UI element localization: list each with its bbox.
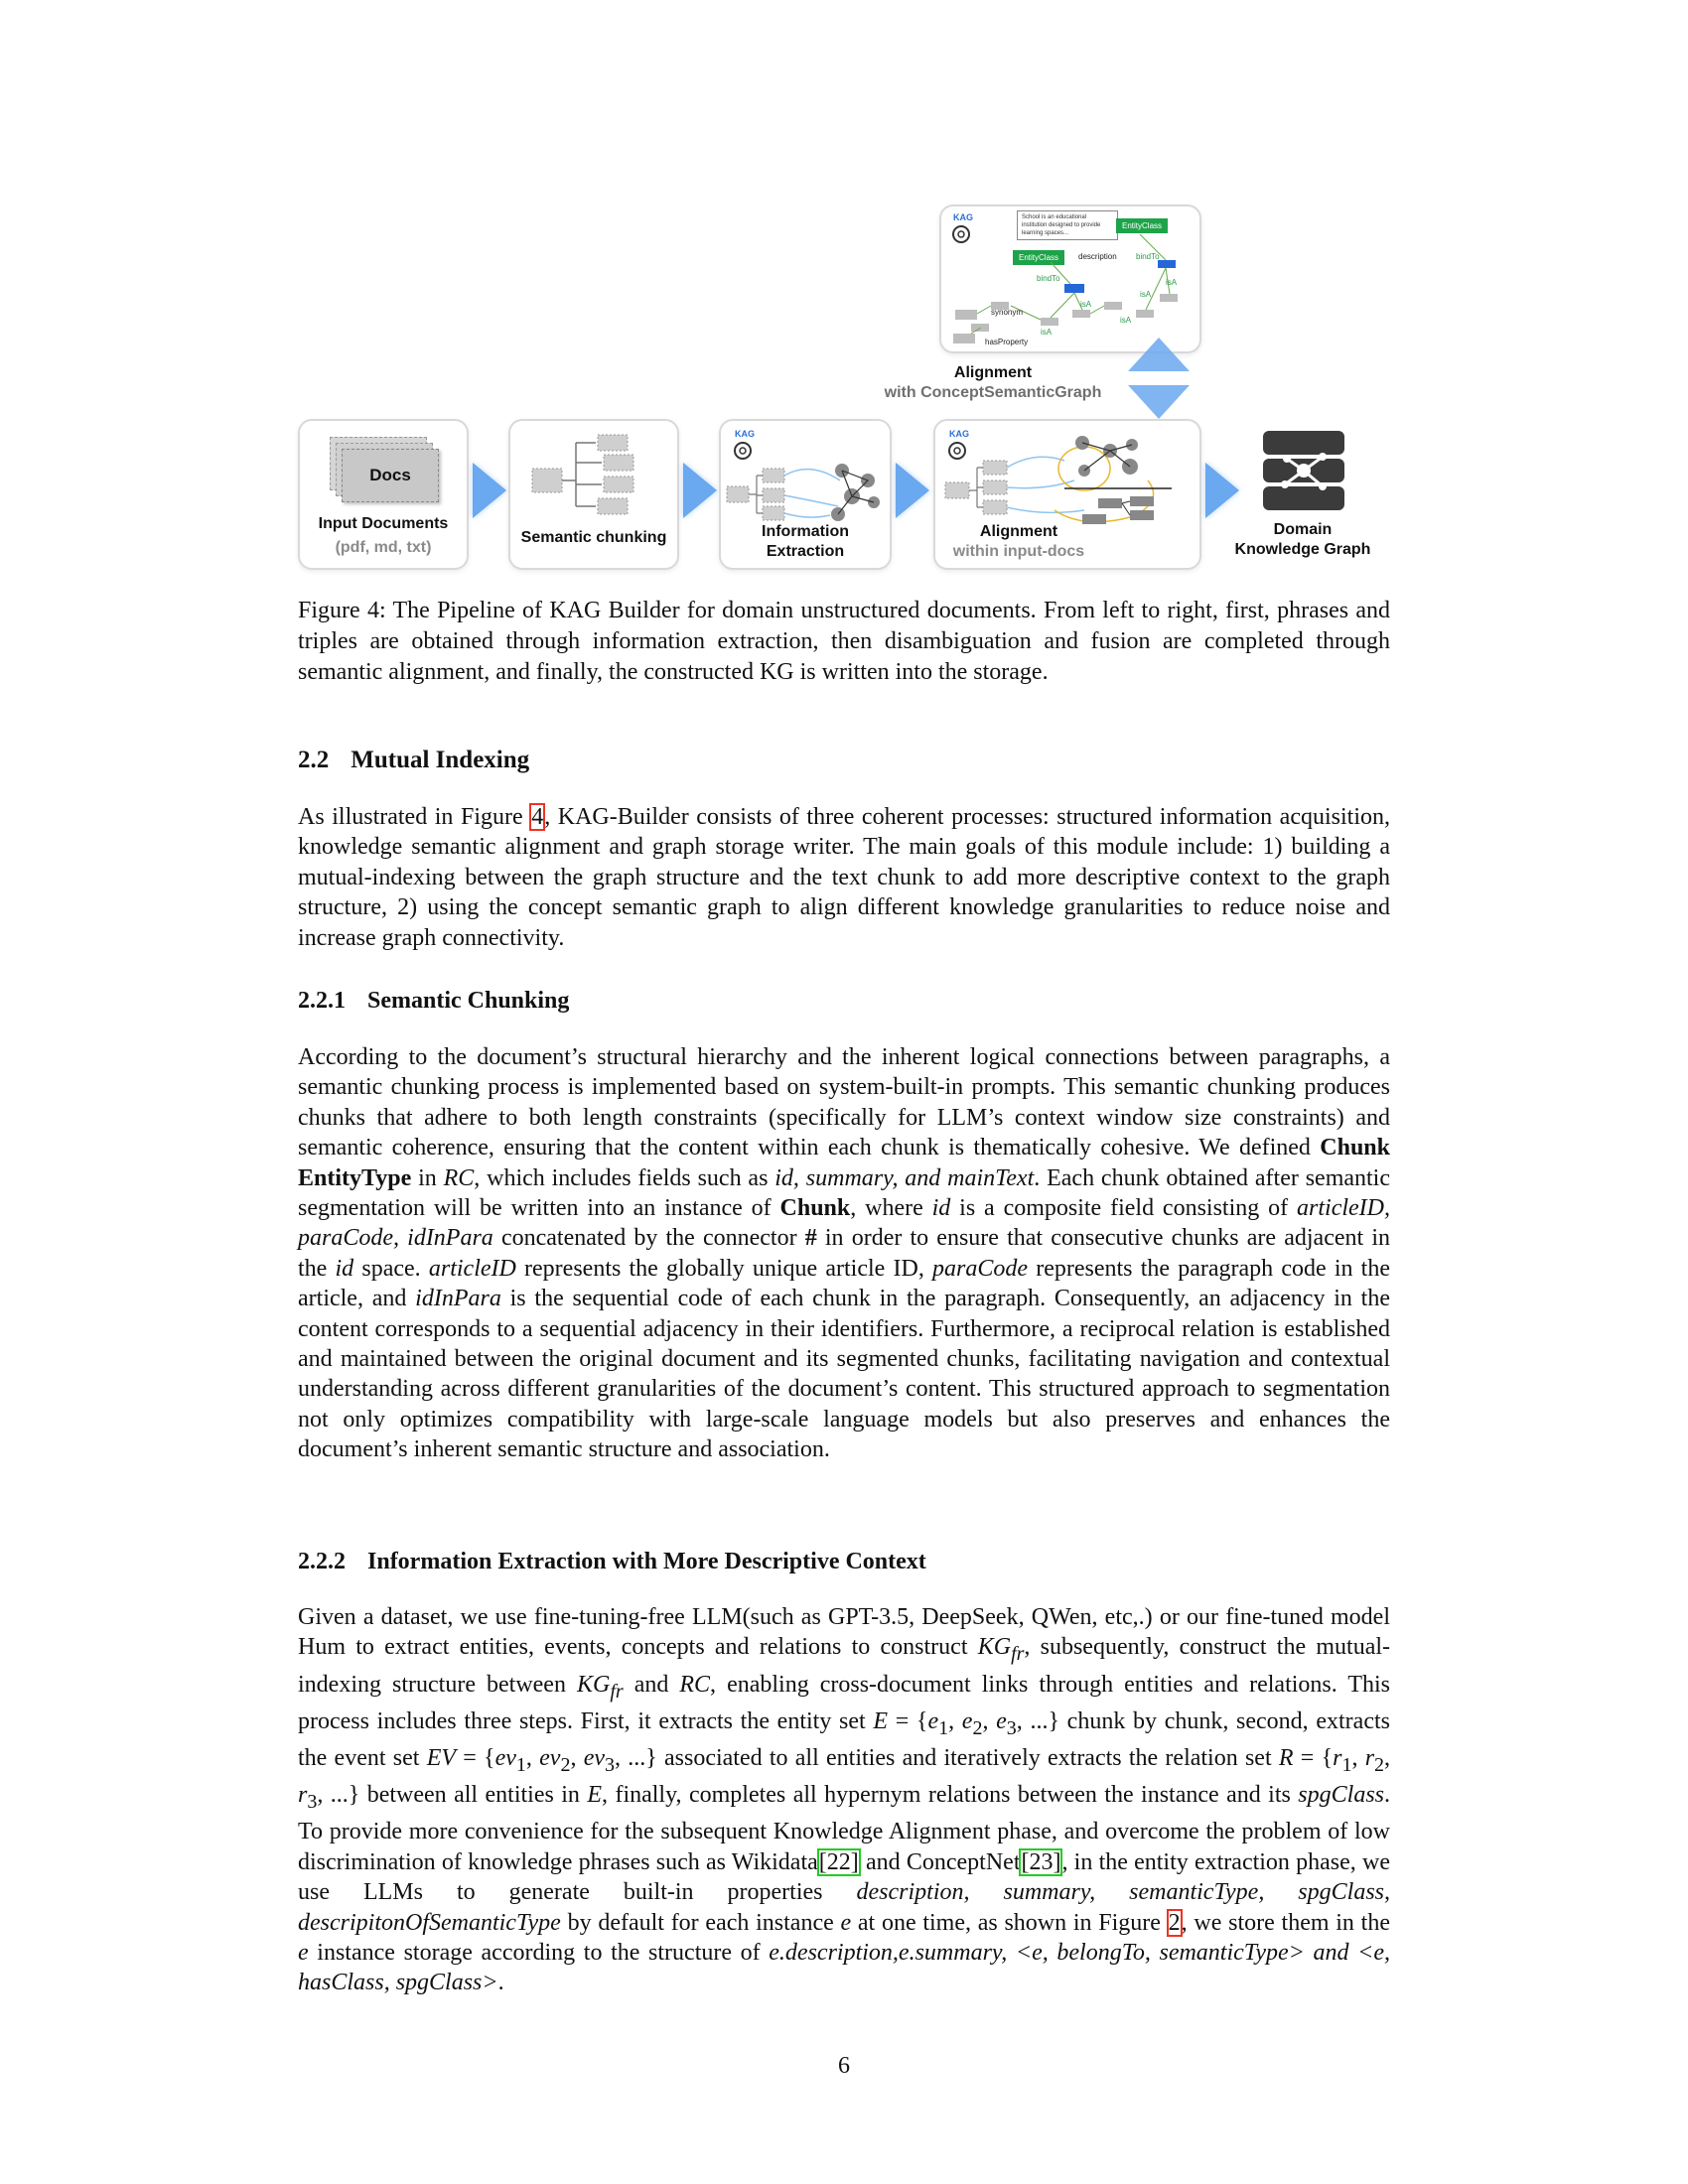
database-icon [1223, 423, 1382, 518]
italic-term: e [840, 1909, 852, 1936]
stage-information-extraction [719, 419, 892, 570]
concept-graph-diagram [941, 206, 1199, 351]
diamond-arrow [1124, 334, 1194, 423]
math-text: , [570, 1745, 584, 1772]
italic-term: id [335, 1255, 354, 1282]
italic-term: RC [679, 1671, 711, 1698]
edge-label: bindTo [1136, 252, 1160, 261]
math-subscript: 2 [972, 1716, 983, 1739]
kag-tag: KAG [953, 212, 973, 222]
text-run: , we store them in the [1181, 1909, 1390, 1936]
edge-label: synonym [991, 308, 1024, 317]
section-heading-2-2-2 [298, 1549, 926, 1575]
math-text: = { [1293, 1745, 1334, 1772]
math-text: , [948, 1707, 962, 1734]
math-symbol: KG [576, 1671, 611, 1698]
paragraph-mutual-indexing [298, 802, 1390, 953]
italic-term: articleID [428, 1255, 516, 1282]
math-symbol: ev [583, 1745, 605, 1772]
section-title: Information Extraction with More Descriptive Context [367, 1549, 926, 1574]
math-text: , [1351, 1745, 1365, 1772]
stage-semantic-chunking [508, 419, 679, 570]
paragraph-information-extraction [298, 1602, 1390, 1998]
stage-alignment-concept-graph [939, 205, 1201, 353]
text-run: concatenated by the connector [492, 1225, 805, 1252]
top-stage-title: Alignment [953, 364, 1033, 381]
text-run: , subsequently, construct the mutual-indexing structure between [298, 1634, 1391, 1698]
edge-label: isA [1140, 290, 1152, 299]
stage-alignment-input-docs [933, 419, 1201, 570]
italic-term: paraCode [932, 1255, 1029, 1282]
section-title: Semantic Chunking [367, 988, 570, 1014]
math-symbol: EV [426, 1745, 457, 1772]
section-heading-2-2 [298, 747, 529, 774]
text-run: According to the document’s structural hierarchy and the inherent logical connections between paragraphs, a semantic chunking process is implemented based on system-built-in prompts. This semantic chunking produces chunks that adhere to both length constraints (specifically for LLM’s context window size constraints) and semantic coherence, ensuring that the content within each chunk is thematically cohesive. We defined [298, 1044, 1390, 1161]
text-run: is a composite field consisting of [950, 1195, 1298, 1222]
math-symbol: r [298, 1782, 308, 1809]
math-subscript: 3 [1006, 1716, 1017, 1739]
text-run: , enabling cross-document links through entities and relations. This process includes three steps. First, it extracts the entity set [298, 1671, 1390, 1734]
italic-term: RC [443, 1164, 475, 1191]
italic-term: e.description,e.summary, <e, belongTo, semanticType> and <e, hasClass, spgClass> [298, 1940, 1390, 1996]
alignment-diagram [935, 421, 1199, 532]
text-run: , where [850, 1195, 932, 1222]
math-symbol: r [1364, 1745, 1375, 1772]
text-run: at one time, as shown in Figure [851, 1909, 1168, 1936]
italic-term: spgClass [1298, 1782, 1384, 1809]
pipeline-figure [0, 0, 1688, 586]
stage-title-line1: Information [762, 523, 849, 540]
section-number: 2.2.1 [298, 988, 346, 1014]
math-text: , [982, 1707, 997, 1734]
text-run: by default for each instance [560, 1909, 841, 1936]
math-subscript: 3 [307, 1791, 318, 1814]
citation-link[interactable]: [22] [818, 1848, 859, 1875]
edge-label: hasProperty [985, 338, 1029, 346]
edge-label: isA [1166, 278, 1178, 287]
edge-label: description [1078, 252, 1117, 261]
italic-term: e [298, 1940, 309, 1967]
text-run: chunk by chunk, second, extracts the event set [298, 1707, 1390, 1772]
section-title: Mutual Indexing [351, 747, 530, 773]
math-symbol: E [587, 1782, 603, 1809]
pipeline-arrow [473, 463, 506, 518]
text-run: in order to ensure that consecutive chunks are adjacent in the [298, 1225, 1390, 1282]
text-run: , which includes fields such as [474, 1164, 775, 1191]
text-run: and [623, 1671, 680, 1698]
text-run: , in the entity extraction phase, we use LLMs to generate built-in properties [298, 1848, 1390, 1906]
text-run: . To provide more convenience for the subsequent Knowledge Alignment phase, and overcome the problem of low discrimination of knowledge phrases such as Wikidata [298, 1782, 1390, 1875]
math-subscript: fr [610, 1680, 624, 1703]
stage-title: Alignment [979, 523, 1058, 540]
stage-title: Input Documents [318, 515, 449, 532]
section-number: 2.2 [298, 747, 330, 773]
pipeline-arrow [683, 463, 717, 518]
math-symbol: R [1278, 1745, 1294, 1772]
math-symbol: r [1333, 1745, 1342, 1772]
edge-label: isA [1041, 328, 1053, 337]
pipeline-arrow [896, 463, 929, 518]
math-symbol: E [873, 1707, 889, 1734]
entity-class-tag: EntityClass [1013, 250, 1064, 265]
math-text: , ...} [1016, 1707, 1059, 1734]
text-run: . [497, 1970, 504, 1996]
math-text: , ...} [317, 1782, 360, 1809]
description-note: School is an educational institution designed to provide learning spaces... [1017, 210, 1118, 240]
math-subscript: 2 [1374, 1753, 1385, 1776]
stage-input-documents [298, 419, 469, 570]
math-symbol: e [927, 1707, 939, 1734]
text-run: between all entities in [359, 1782, 588, 1809]
math-symbol: KG [977, 1634, 1012, 1661]
text-run: is the sequential code of each chunk in the paragraph. Consequently, an adjacency in the content corresponds to a sequential adjacency in their identifiers. Furthermore, a reciprocal relation is established and maintained between the original document and its segmented chunks, facilitating navigation and contextual understanding across different granularities of the document’s content. This structured approach to segmentation not only optimizes compatibility with large-scale language models but also preserves and enhances the document’s inherent semantic structure and association. [298, 1286, 1390, 1463]
page-number: 6 [838, 2053, 850, 2079]
math-text: , [1384, 1745, 1391, 1772]
text-run: space. [353, 1255, 429, 1282]
math-subscript: fr [1011, 1643, 1025, 1666]
math-subscript: 3 [605, 1753, 615, 1776]
extraction-diagram [721, 421, 890, 530]
math-symbol: ev [494, 1745, 516, 1772]
italic-term: description, summary, semanticType, spgClass, descripitonOfSemanticType [298, 1879, 1391, 1936]
figure-ref-link[interactable]: 2 [1168, 1909, 1181, 1936]
stage-title-line2: Extraction [766, 543, 845, 560]
stage-subtitle: within input-docs [952, 543, 1085, 560]
stage-title-line1: Domain [1273, 521, 1333, 538]
bold-term: Chunk EntityType [298, 1135, 1390, 1191]
stage-domain-knowledge-graph [1223, 423, 1382, 570]
math-subscript: 1 [938, 1716, 949, 1739]
entity-class-tag: EntityClass [1116, 218, 1168, 233]
math-text: , [525, 1745, 540, 1772]
bold-term: # [804, 1225, 817, 1252]
section-heading-2-2-1 [298, 988, 569, 1015]
chunking-diagram [510, 421, 677, 520]
text-run: associated to all entities and iteratively extracts the relation set [656, 1745, 1279, 1772]
stage-title-line2: Knowledge Graph [1234, 541, 1371, 558]
math-symbol: e [961, 1707, 973, 1734]
edge-label: isA [1080, 300, 1092, 309]
text-run: and ConceptNet [859, 1848, 1021, 1875]
stage-subtitle: (pdf, md, txt) [335, 539, 432, 556]
text-run: . Each chunk obtained after semantic segmentation will be written into an instance of [298, 1164, 1390, 1222]
math-subscript: 1 [515, 1753, 526, 1776]
text-run: , KAG-Builder consists of three coherent processes: structured information acquisition, knowledge semantic alignment and graph storage writer. The main goals of this module include: 1) building a mutual-indexing between the graph structure and the text chunk to add more descriptive context to the graph structure, 2) using the concept semantic graph to align different knowledge granularities to reduce noise and increase graph connectivity. [298, 804, 1390, 951]
top-stage-subtitle: with ConceptSemanticGraph [884, 384, 1102, 401]
text-run: represents the globally unique article ID, [515, 1255, 933, 1282]
italic-term: id, summary, and mainText [774, 1164, 1035, 1191]
italic-term: idInPara [415, 1286, 501, 1312]
figure-caption: Figure 4: The Pipeline of KAG Builder for domain unstructured documents. From left to right, first, phrases and triples are obtained through information extraction, then disambiguation and fusion are completed through semantic alignment, and finally, the constructed KG is written into the storage. [298, 598, 1390, 685]
italic-term: articleID, paraCode, idInPara [298, 1195, 1390, 1252]
stage-title: Semantic chunking [520, 529, 667, 546]
math-text: , ...} [615, 1745, 657, 1772]
text-run: Given a dataset, we use fine-tuning-free LLM(such as GPT-3.5, DeepSeek, QWen, etc,.) or our fine-tuned model Hum to extract entities, events, concepts and relations to construct [298, 1604, 1390, 1661]
kag-tag: KAG [735, 429, 755, 439]
italic-term: id [931, 1195, 951, 1222]
docs-stack [330, 437, 439, 502]
text-run: represents the paragraph code in the article, and [298, 1255, 1390, 1312]
text-run: , finally, completes all hypernym relations between the instance and its [602, 1782, 1299, 1809]
paragraph-semantic-chunking [298, 1042, 1390, 1465]
citation-link[interactable]: [23] [1021, 1848, 1061, 1875]
math-symbol: e [996, 1707, 1007, 1734]
math-subscript: 1 [1341, 1753, 1352, 1776]
text-run: instance storage according to the structure of [308, 1940, 770, 1967]
math-symbol: ev [539, 1745, 561, 1772]
section-number: 2.2.2 [298, 1549, 346, 1574]
math-text: = { [888, 1707, 928, 1734]
kag-tag: KAG [949, 429, 969, 439]
text-run: As illustrated in Figure [298, 804, 531, 830]
docs-label: Docs [342, 449, 439, 502]
bold-term: Chunk [779, 1195, 851, 1222]
edge-label: bindTo [1037, 274, 1060, 283]
edge-label: isA [1120, 316, 1132, 325]
figure-ref-link[interactable]: 4 [531, 804, 544, 830]
math-subscript: 2 [560, 1753, 571, 1776]
math-text: = { [456, 1745, 495, 1772]
text-run: in [411, 1164, 444, 1191]
